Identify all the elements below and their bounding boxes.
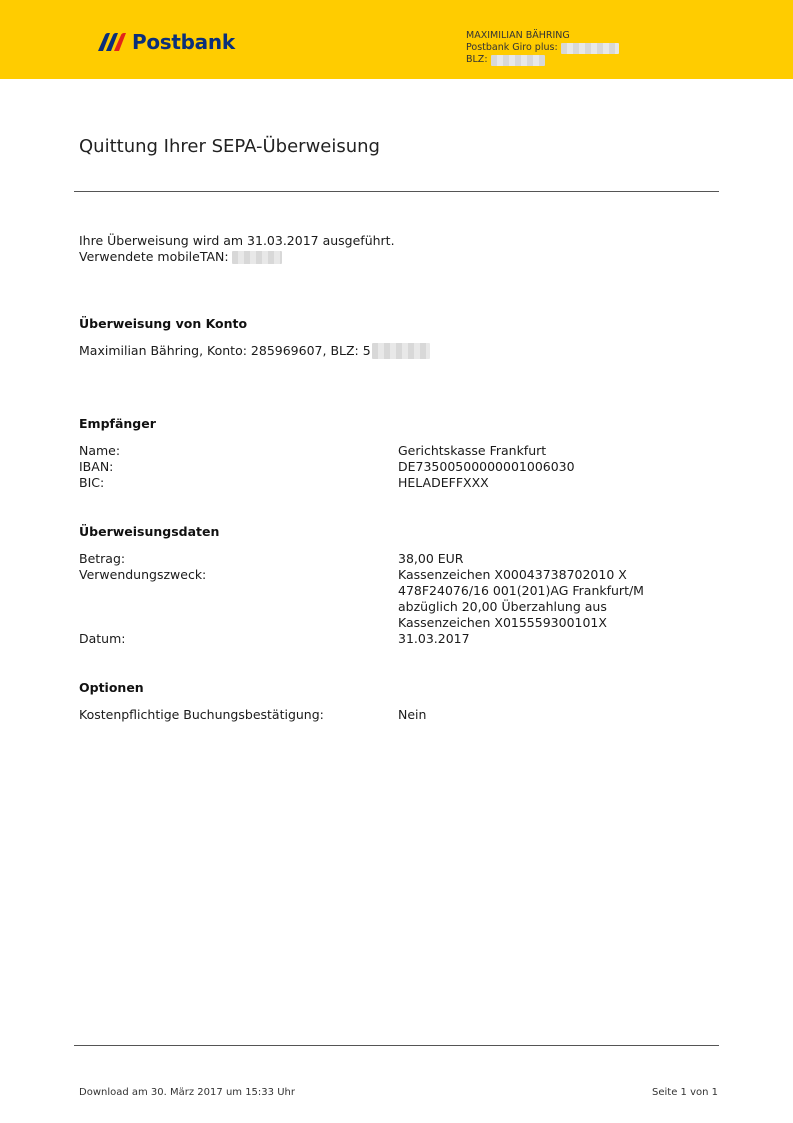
redacted-from-blz (372, 343, 430, 359)
brand-name: Postbank (132, 30, 235, 54)
account-label: Postbank Giro plus: (466, 42, 558, 53)
from-account-text: Maximilian Bähring, Konto: 285969607, BLZ: 5 (79, 343, 371, 358)
redacted-blz (491, 55, 545, 66)
recipient-iban-value: DE73500500000001006030 (398, 459, 575, 474)
recipient-bic-value: HELADEFFXXX (398, 475, 489, 490)
redacted-account-number (561, 43, 619, 54)
postbank-logo-icon (96, 31, 128, 53)
recipient-iban-label: IBAN: (79, 459, 114, 474)
from-account-line (79, 343, 430, 359)
blz-line (466, 54, 619, 66)
postbank-logo (96, 30, 235, 54)
blz-label: BLZ: (466, 54, 488, 65)
execution-info (79, 233, 395, 265)
from-account-heading: Überweisung von Konto (79, 316, 248, 331)
amount-label: Betrag: (79, 551, 126, 566)
recipient-bic-label: BIC: (79, 475, 105, 490)
date-label: Datum: (79, 631, 126, 646)
date-value: 31.03.2017 (398, 631, 470, 646)
purpose-value (398, 567, 644, 631)
purpose-line: Kassenzeichen X015559300101X (398, 615, 607, 630)
account-line (466, 42, 619, 54)
redacted-mobiletan (232, 251, 282, 264)
purpose-line: 478F24076/16 001(201)AG Frankfurt/M (398, 583, 644, 598)
top-divider (74, 191, 719, 192)
header-bar (0, 0, 793, 79)
amount-value: 38,00 EUR (398, 551, 464, 566)
transfer-heading: Überweisungsdaten (79, 524, 220, 539)
recipient-name-label: Name: (79, 443, 121, 458)
execution-date-text: Ihre Überweisung wird am 31.03.2017 ausgeführt. (79, 233, 395, 248)
page-number: Seite 1 von 1 (652, 1087, 718, 1098)
bottom-divider (74, 1045, 719, 1046)
recipient-heading: Empfänger (79, 416, 156, 431)
recipient-name-value: Gerichtskasse Frankfurt (398, 443, 547, 458)
purpose-line: Kassenzeichen X00043738702010 X (398, 567, 627, 582)
options-heading: Optionen (79, 680, 144, 695)
purpose-line: abzüglich 20,00 Überzahlung aus (398, 599, 607, 614)
holder-name: MAXIMILIAN BÄHRING (466, 30, 570, 41)
page-title: Quittung Ihrer SEPA-Überweisung (79, 136, 380, 157)
booking-confirmation-label: Kostenpflichtige Buchungsbestätigung: (79, 707, 324, 722)
account-info (466, 30, 619, 66)
mobiletan-label: Verwendete mobileTAN: (79, 249, 229, 264)
mobiletan-line (79, 249, 395, 265)
purpose-label: Verwendungszweck: (79, 567, 207, 582)
booking-confirmation-value: Nein (398, 707, 427, 722)
download-timestamp: Download am 30. März 2017 um 15:33 Uhr (79, 1087, 295, 1098)
